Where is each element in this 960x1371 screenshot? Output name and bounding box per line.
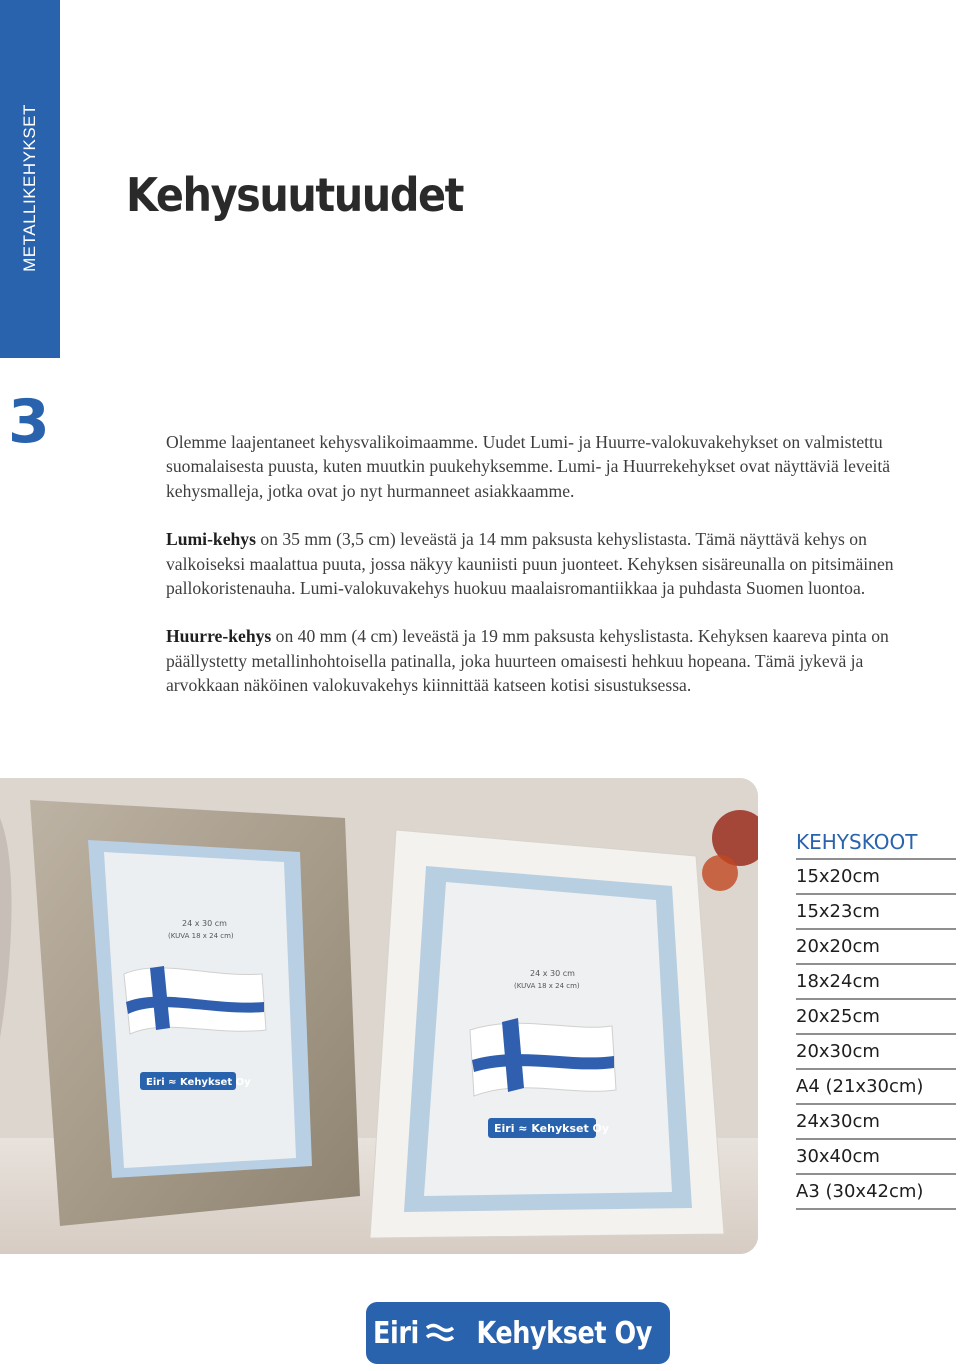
size-item: 18x24cm — [796, 965, 956, 1000]
huurre-frame — [30, 800, 360, 1226]
logo-name-left: Eiri — [372, 1315, 419, 1351]
company-logo — [366, 1302, 670, 1364]
lumi-paragraph — [166, 527, 926, 600]
huurre-description: on 40 mm (4 cm) leveästä ja 19 mm paksusta kehyslistasta. Kehyksen kaareva pinta on päällystetty metallinhohtoisella patinalla, joka huurteen omaisesti hehkuu hopeana. Tämä jykevä ja arvokkaan näköinen valokuvakehys kiinnittää katseen kotisi sisustuksessa. — [166, 626, 889, 696]
section-tab-label: METALLIKEHYKSET — [20, 104, 39, 272]
right-frame-image-text: (KUVA 18 x 24 cm) — [514, 982, 580, 990]
left-frame-logo-text: Eiri ≈ Kehykset Oy — [146, 1077, 251, 1088]
size-item: 15x20cm — [796, 860, 956, 895]
size-item: 20x30cm — [796, 1035, 956, 1070]
page-title: Kehysuutuudet — [126, 168, 464, 222]
lumi-frame — [370, 830, 724, 1238]
right-frame-size-text: 24 x 30 cm — [530, 969, 575, 978]
huurre-name: Huurre-kehys — [166, 626, 272, 647]
left-frame-size-text: 24 x 30 cm — [182, 919, 227, 928]
page-number: 3 — [8, 387, 50, 457]
frame-sizes — [796, 828, 956, 1210]
logo-name-right: Kehykset Oy — [476, 1315, 652, 1351]
section-tab — [0, 0, 60, 358]
finnish-flag-left — [124, 966, 266, 1034]
lumi-description: on 35 mm (3,5 cm) leveästä ja 14 mm paksusta kehyslistasta. Tämä näyttävä kehys on valkoiseksi maalattua puuta, jossa näkyy kauniisti puun juonteet. Kehyksen sisäreunalla on pitsimäinen pallokoristenauha. Lumi-valokuvakehys huokuu maalaisromantiikkaa ja puhdasta Suomen luontoa. — [166, 529, 894, 599]
lumi-name: Lumi-kehys — [166, 529, 256, 550]
size-item: 24x30cm — [796, 1105, 956, 1140]
intro-paragraph: Olemme laajentaneet kehysvalikoimaamme. Uudet Lumi- ja Huurre-valokuvakehykset on valmistettu suomalaisesta puusta, kuten muutkin puukehyksemme. Lumi- ja Huurrekehykset ovat näyttäviä leveitä kehysmalleja, jotka ovat jo nyt hurmanneet asiakkaamme. — [166, 432, 891, 501]
frame-sizes-heading: KEHYSKOOT — [796, 828, 956, 860]
size-item: 30x40cm — [796, 1140, 956, 1175]
right-frame-logo-text: Eiri ≈ Kehykset Oy — [494, 1122, 610, 1135]
frame-sizes-list — [796, 860, 956, 1210]
left-frame-image-text: (KUVA 18 x 24 cm) — [168, 932, 234, 940]
product-photo — [0, 778, 758, 1254]
size-item: 20x25cm — [796, 1000, 956, 1035]
finnish-flag-right — [470, 1018, 616, 1096]
size-item: 20x20cm — [796, 930, 956, 965]
wave-icon — [423, 1320, 457, 1346]
size-item: 15x23cm — [796, 895, 956, 930]
size-item: A4 (21x30cm) — [796, 1070, 956, 1105]
size-item: A3 (30x42cm) — [796, 1175, 956, 1210]
huurre-paragraph — [166, 624, 926, 697]
article-body — [166, 430, 926, 722]
